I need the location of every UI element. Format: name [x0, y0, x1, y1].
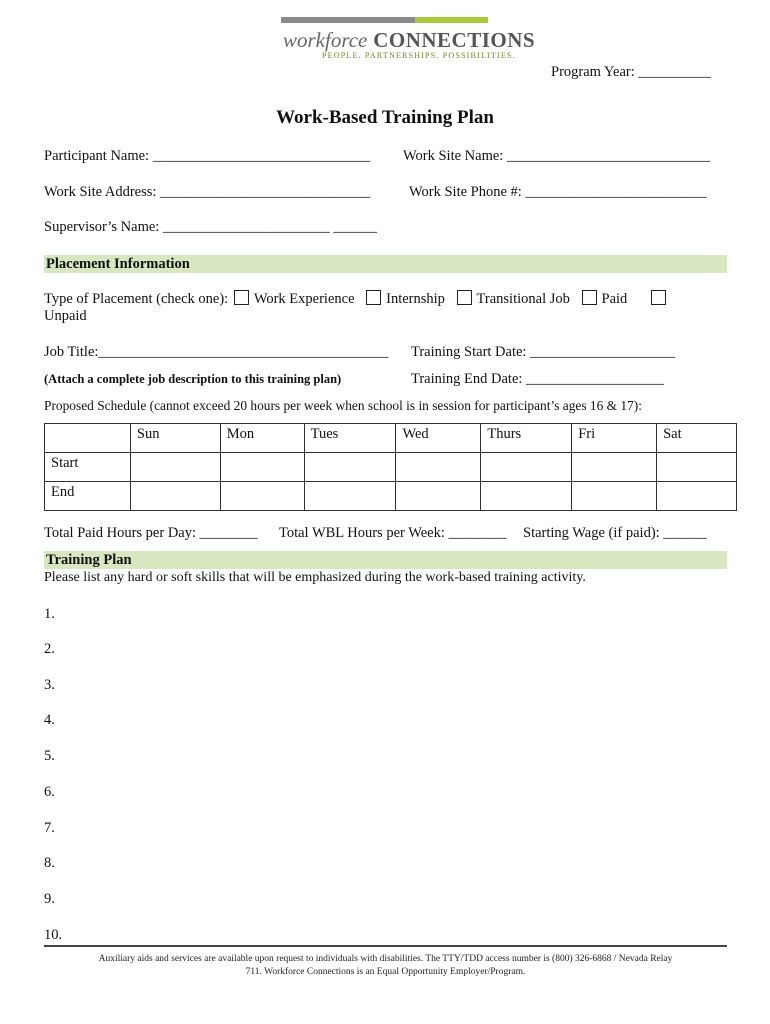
total-wbl-hours-field[interactable]: Total WBL Hours per Week: ________ [279, 525, 507, 541]
schedule-cell[interactable] [304, 453, 396, 482]
option-unpaid: Unpaid [44, 308, 87, 324]
schedule-day-header: Sat [657, 424, 737, 453]
schedule-cell[interactable] [657, 482, 737, 511]
program-year-field[interactable]: Program Year: __________ [551, 64, 711, 80]
footer-divider [44, 945, 727, 947]
logo-word-workforce: workforce [283, 28, 368, 52]
training-item[interactable]: 8. [44, 855, 55, 871]
starting-wage-field[interactable]: Starting Wage (if paid): ______ [523, 525, 707, 541]
work-site-phone-field[interactable]: Work Site Phone #: _________________________ [409, 184, 707, 200]
schedule-cell[interactable] [572, 482, 657, 511]
schedule-corner-cell [45, 424, 131, 453]
training-item[interactable]: 6. [44, 784, 55, 800]
placement-type-label: Type of Placement (check one): [44, 291, 229, 307]
logo-word-connections: CONNECTIONS [373, 28, 536, 52]
job-title-field[interactable]: Job Title:________________________________________ [44, 344, 389, 360]
training-instruction: Please list any hard or soft skills that will be emphasized during the work-based training activity. [44, 570, 586, 585]
training-end-date-field[interactable]: Training End Date: ___________________ [411, 371, 664, 387]
attach-job-description-note: (Attach a complete job description to this training plan) [44, 372, 342, 386]
placement-section-header [44, 255, 727, 273]
training-item[interactable]: 4. [44, 712, 55, 728]
training-item[interactable]: 1. [44, 606, 55, 622]
checkbox-unpaid[interactable] [651, 290, 666, 305]
logo-bar-green [415, 17, 488, 23]
schedule-row-label: End [45, 482, 131, 511]
schedule-cell[interactable] [396, 482, 481, 511]
schedule-cell[interactable] [130, 453, 220, 482]
schedule-day-header: Sun [130, 424, 220, 453]
checkbox-work-experience[interactable] [234, 290, 249, 305]
total-paid-hours-field[interactable]: Total Paid Hours per Day: ________ [44, 525, 258, 541]
footer-notice [44, 953, 727, 979]
schedule-cell[interactable] [657, 453, 737, 482]
option-work-experience: Work Experience [253, 291, 355, 307]
schedule-day-header: Fri [572, 424, 657, 453]
checkbox-transitional-job[interactable] [457, 290, 472, 305]
schedule-day-header: Wed [396, 424, 481, 453]
training-item[interactable]: 2. [44, 641, 55, 657]
placement-section-title: Placement Information [46, 256, 190, 272]
training-item[interactable]: 10. [44, 927, 63, 943]
schedule-table [44, 423, 737, 511]
training-section-header [44, 551, 727, 569]
supervisor-name-field[interactable]: Supervisor’s Name: _______________________ ______ [44, 219, 377, 235]
schedule-day-header: Tues [304, 424, 396, 453]
logo-tagline: PEOPLE. PARTNERSHIPS. POSSIBILITIES. [322, 51, 516, 60]
schedule-day-header: Thurs [481, 424, 572, 453]
checkbox-paid[interactable] [582, 290, 597, 305]
schedule-cell[interactable] [572, 453, 657, 482]
work-site-address-field[interactable]: Work Site Address: _____________________________ [44, 184, 371, 200]
participant-name-field[interactable]: Participant Name: ______________________________ [44, 148, 371, 164]
schedule-day-header: Mon [220, 424, 304, 453]
schedule-cell[interactable] [220, 482, 304, 511]
option-transitional-job: Transitional Job [476, 291, 570, 307]
schedule-cell[interactable] [481, 482, 572, 511]
schedule-cell[interactable] [481, 453, 572, 482]
schedule-cell[interactable] [304, 482, 396, 511]
footer-line-1: Auxiliary aids and services are available upon request to individuals with disabilities. The TTY/TDD access number is (800) 326-6868 / Nevada Relay [98, 954, 673, 964]
placement-type-row [44, 290, 671, 308]
training-item[interactable]: 7. [44, 820, 55, 836]
logo-bar-gray [281, 17, 415, 23]
schedule-row-start [45, 453, 737, 482]
work-site-name-field[interactable]: Work Site Name: ____________________________ [403, 148, 710, 164]
training-item[interactable]: 5. [44, 748, 55, 764]
schedule-header-row [45, 424, 737, 453]
schedule-cell[interactable] [130, 482, 220, 511]
training-start-date-field[interactable]: Training Start Date: ____________________ [411, 344, 676, 360]
option-internship: Internship [386, 291, 445, 307]
checkbox-internship[interactable] [366, 290, 381, 305]
proposed-schedule-label: Proposed Schedule (cannot exceed 20 hours per week when school is in session for participant’s ages 16 & 17): [44, 398, 642, 413]
training-item[interactable]: 3. [44, 677, 55, 693]
training-section-title: Training Plan [46, 552, 132, 568]
option-paid: Paid [601, 291, 628, 307]
logo-wordmark [283, 28, 535, 53]
schedule-cell[interactable] [220, 453, 304, 482]
schedule-cell[interactable] [396, 453, 481, 482]
footer-line-2: 711. Workforce Connections is an Equal Opportunity Employer/Program. [245, 967, 526, 977]
schedule-row-end [45, 482, 737, 511]
training-item[interactable]: 9. [44, 891, 55, 907]
schedule-row-label: Start [45, 453, 131, 482]
page-title: Work-Based Training Plan [276, 107, 494, 128]
